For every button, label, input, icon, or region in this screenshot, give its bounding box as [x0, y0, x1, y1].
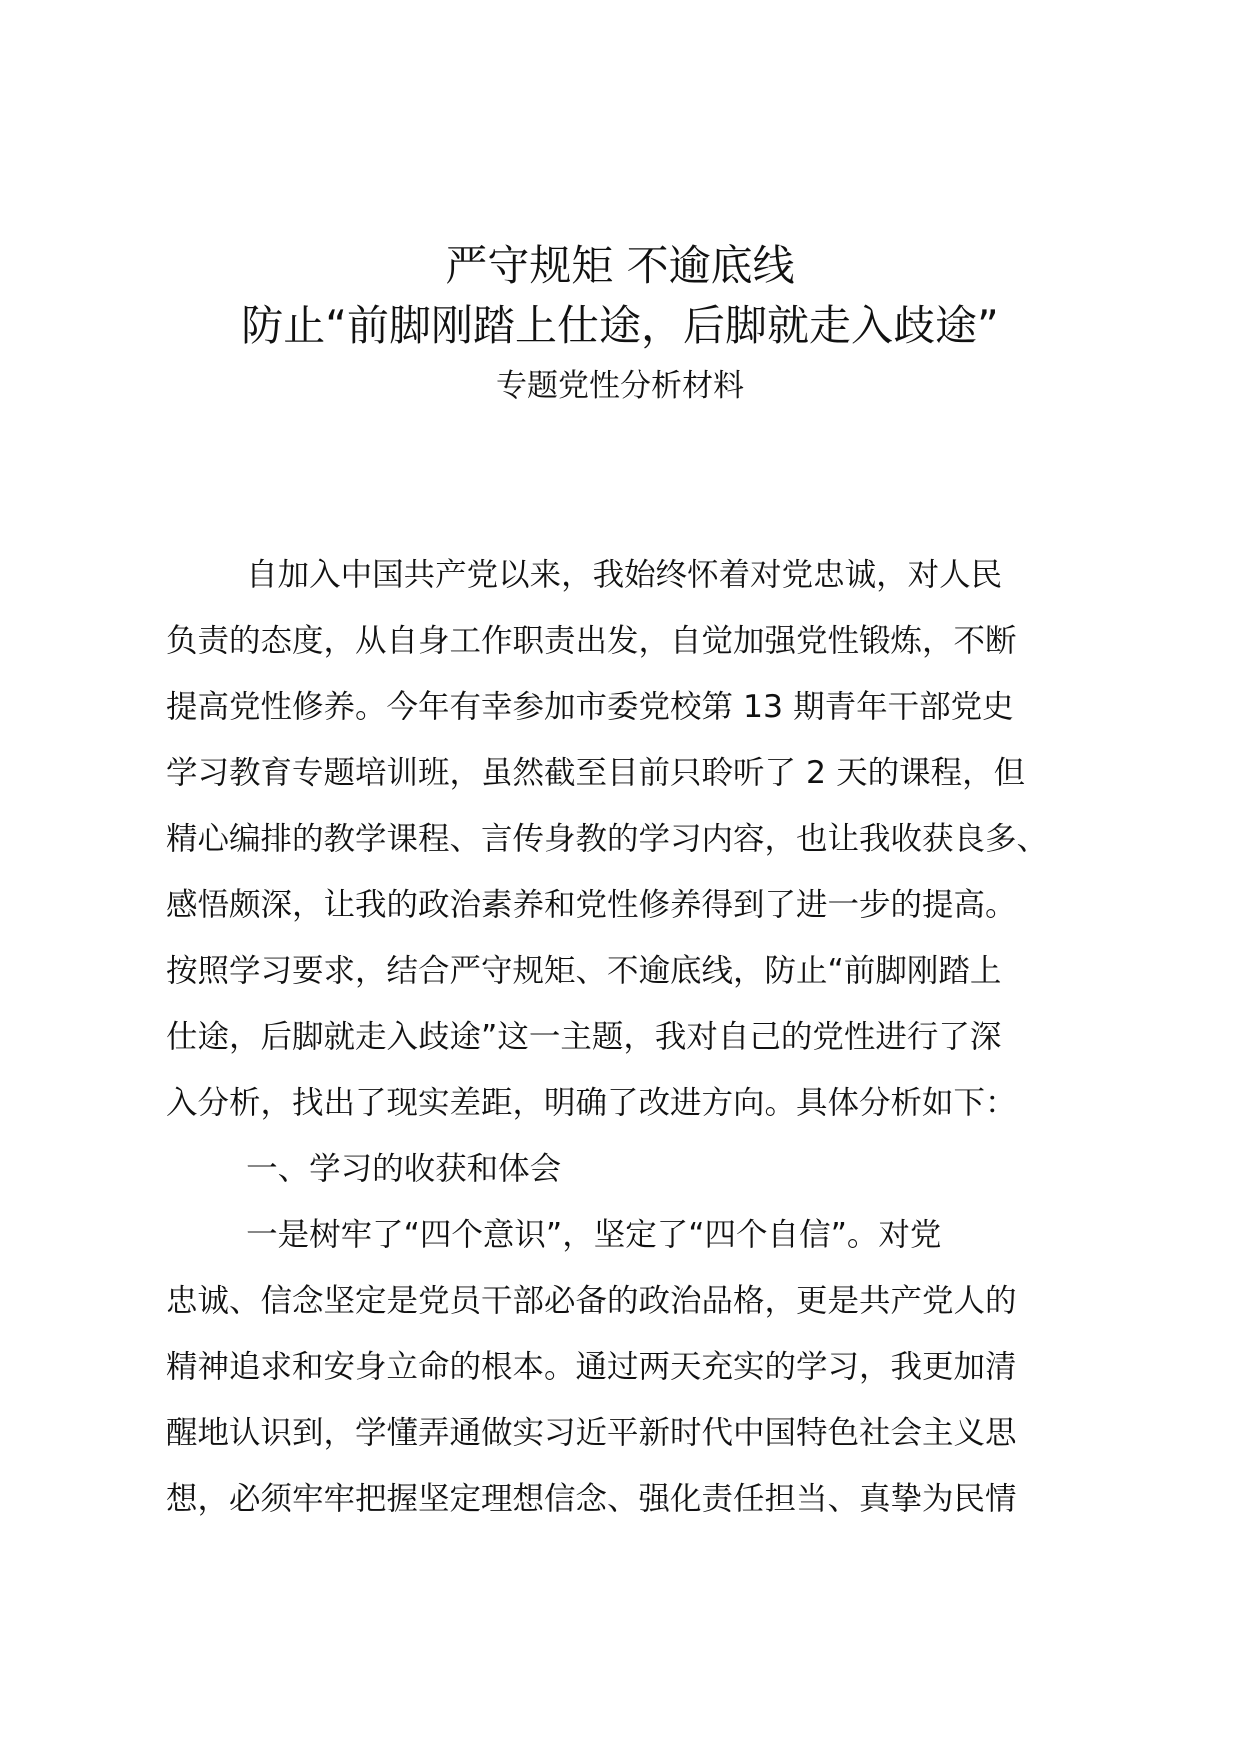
paragraph-line: 精神追求和安身立命的根本。通过两天充实的学习，我更加清 [166, 1349, 1017, 1385]
title-line-2: 防止“前脚刚踏上仕途，后脚就走入歧途” [241, 301, 999, 350]
paragraph-line: 忠诚、信念坚定是党员干部必备的政治品格，更是共产党人的 [166, 1283, 1017, 1319]
title-line-1: 严守规矩 不逾底线 [445, 241, 795, 290]
paragraph-line: 想，必须牢牢把握坚定理想信念、强化责任担当、真挚为民情 [166, 1481, 1017, 1517]
paragraph-line: 按照学习要求，结合严守规矩、不逾底线，防止“前脚刚踏上 [166, 953, 1002, 989]
title-block [0, 236, 1240, 410]
body-text [166, 542, 1106, 1532]
subtitle: 专题党性分析材料 [496, 368, 744, 404]
paragraph-line: 负责的态度，从自身工作职责出发，自觉加强党性锻炼，不断 [166, 623, 1017, 659]
paragraph-line: 提高党性修养。今年有幸参加市委党校第 13 期青年干部党史 [166, 689, 1014, 725]
section-heading: 一、学习的收获和体会 [166, 1151, 562, 1187]
paragraph-line: 学习教育专题培训班，虽然截至目前只聆听了 2 天的课程，但 [166, 755, 1026, 791]
paragraph-line: 仕途，后脚就走入歧途”这一主题，我对自己的党性进行了深 [166, 1019, 1002, 1055]
paragraph-line: 自加入中国共产党以来，我始终怀着对党忠诚，对人民 [166, 557, 1003, 593]
paragraph-line: 精心编排的教学课程、言传身教的学习内容，也让我收获良多、 [166, 821, 1049, 857]
paragraph-line: 感悟颇深，让我的政治素养和党性修养得到了进一步的提高。 [166, 887, 1017, 923]
paragraph-line: 入分析，找出了现实差距，明确了改进方向。具体分析如下： [166, 1085, 1017, 1121]
paragraph-line: 醒地认识到，学懂弄通做实习近平新时代中国特色社会主义思 [166, 1415, 1017, 1451]
paragraph-line: 一是树牢了“四个意识”，坚定了“四个自信”。对党 [166, 1217, 942, 1253]
